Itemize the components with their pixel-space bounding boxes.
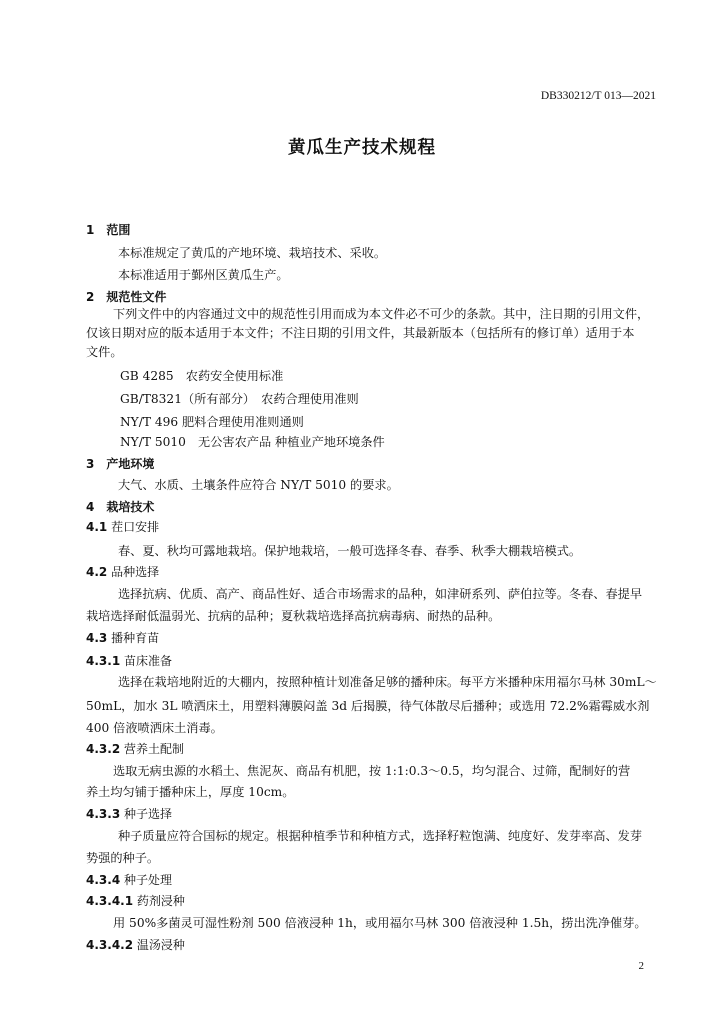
document-code: DB330212/T 013—2021 (540, 90, 656, 102)
paragraph: 本标准适用于鄞州区黄瓜生产。 (118, 268, 289, 282)
subsection-heading: 4.3.2 营养土配制 (86, 742, 184, 756)
reference-item: GB/T8321（所有部分） 农药合理使用准则 (120, 392, 359, 406)
paragraph: 春、夏、秋均可露地栽培。保护地栽培，一般可选择冬春、春季、秋季大棚栽培模式。 (118, 544, 582, 558)
paragraph-line: 养土均匀铺于播种床上，厚度 10cm。 (86, 785, 295, 799)
subsection-heading: 4.3.4.2 温汤浸种 (86, 938, 185, 952)
section-heading-environment: 3 产地环境 (86, 457, 155, 471)
paragraph: 大气、水质、土壤条件应符合 NY/T 5010 的要求。 (118, 478, 399, 492)
paragraph-line: 下列文件中的内容通过文中的规范性引用而成为本文件必不可少的条款。其中，注日期的引用文件， (113, 307, 650, 321)
subsection-heading: 4.3 播种育苗 (86, 631, 160, 645)
section-heading-cultivation: 4 栽培技术 (86, 500, 155, 514)
paragraph-line: 文件。 (86, 345, 123, 359)
section-heading-normative-references: 2 规范性文件 (86, 290, 167, 304)
paragraph-line: 400 倍液喷洒床土消毒。 (86, 721, 223, 735)
subsection-heading: 4.3.3 种子选择 (86, 807, 172, 821)
paragraph-line: 势强的种子。 (86, 851, 160, 865)
reference-item: NY/T 5010 无公害农产品 种植业产地环境条件 (120, 435, 385, 449)
page-number: 2 (638, 960, 644, 972)
subsection-heading: 4.3.1 苗床准备 (86, 654, 172, 668)
paragraph-line: 50mL，加水 3L 喷洒床土，用塑料薄膜闷盖 3d 后揭膜，待气体散尽后播种；或选用 72.2%霜霉威水剂 (86, 699, 650, 713)
section-heading-scope: 1 范围 (86, 223, 131, 237)
reference-item: NY/T 496 肥料合理使用准则通则 (120, 415, 304, 429)
subsection-heading: 4.3.4 种子处理 (86, 873, 172, 887)
paragraph-line: 选择在栽培地附近的大棚内，按照种植计划准备足够的播种床。每平方米播种床用福尔马林 30mL～ (118, 675, 657, 689)
paragraph-line: 选取无病虫源的水稻土、焦泥灰、商品有机肥，按 1:1:0.3～0.5，均匀混合、过筛，配制好的营 (113, 764, 631, 778)
paragraph-line: 仅该日期对应的版本适用于本文件；不注日期的引用文件，其最新版本（包括所有的修订单）适用于本 (86, 326, 635, 340)
paragraph: 用 50%多菌灵可湿性粉剂 500 倍液浸种 1h，或用福尔马林 300 倍液浸种 1.5h，捞出洗净催芽。 (113, 916, 647, 930)
subsection-heading: 4.1 茬口安排 (86, 520, 160, 534)
paragraph-line: 栽培选择耐低温弱光、抗病的品种；夏秋栽培选择高抗病毒病、耐热的品种。 (86, 609, 501, 623)
paragraph: 本标准规定了黄瓜的产地环境、栽培技术、采收。 (118, 246, 387, 260)
subsection-heading: 4.3.4.1 药剂浸种 (86, 894, 185, 908)
paragraph-line: 种子质量应符合国标的规定。根据种植季节和种植方式，选择籽粒饱满、纯度好、发芽率高、发芽 (118, 829, 643, 843)
paragraph-line: 选择抗病、优质、高产、商品性好、适合市场需求的品种，如津研系列、萨伯拉等。冬春、春提早 (118, 587, 643, 601)
reference-item: GB 4285 农药安全使用标准 (120, 369, 284, 383)
subsection-heading: 4.2 品种选择 (86, 565, 160, 579)
document-title: 黄瓜生产技术规程 (288, 138, 436, 158)
